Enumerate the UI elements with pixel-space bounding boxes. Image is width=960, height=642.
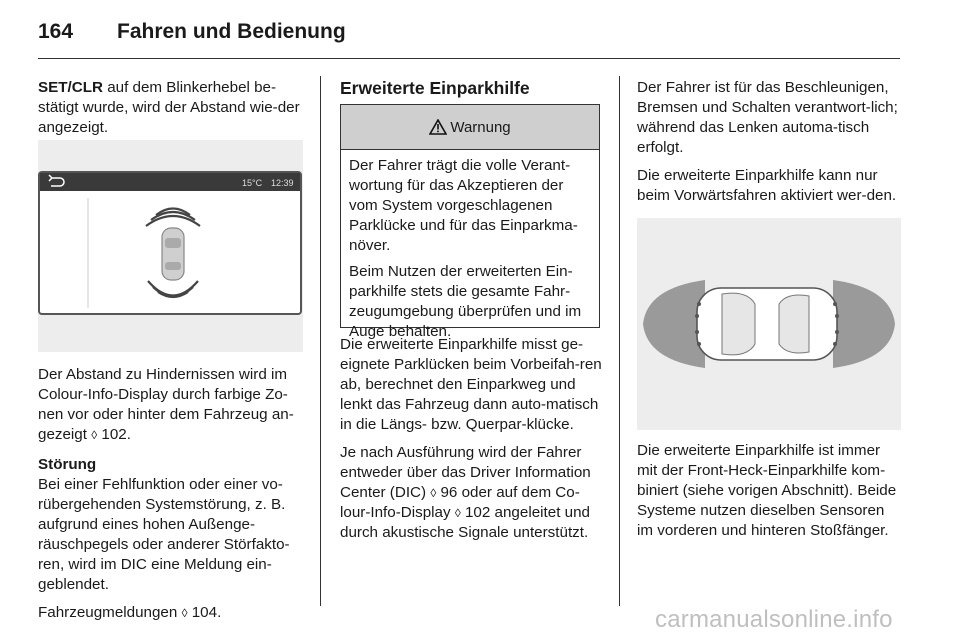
stoerung-text: Bei einer Fehlfunktion oder einer vo-rübergehenden Systemstörung, z. B. aufgrund eines hohen Außenge-räuschpegels oder anderer Störfakto-ren, wird im DIC eine Meldung ein-geblendet. bbox=[38, 476, 290, 593]
col2-body bbox=[340, 335, 602, 551]
col2-ref-96[interactable]: 96 oder auf dem Co-lour-Info-Display bbox=[340, 484, 580, 521]
parking-display-illustration bbox=[38, 140, 303, 352]
warning-header bbox=[341, 105, 599, 150]
col2-para-1: Die erweiterte Einparkhilfe misst ge-eignete Parklücken beim Vorbeifah-ren ab, berechnet den Einparkweg und lenkt das Fahrzeug dann auto-matisch in die Längs- bzw. Querpar-klücke. bbox=[340, 336, 602, 433]
warning-body bbox=[341, 150, 599, 342]
watermark: carmanualsonline.info bbox=[655, 606, 893, 633]
display-para-ref[interactable]: 102. bbox=[101, 426, 131, 443]
stoerung-heading: Störung bbox=[38, 456, 97, 473]
page-number: 164 bbox=[38, 20, 74, 43]
set-clr-label: SET/CLR bbox=[38, 79, 103, 96]
column-divider-2 bbox=[619, 76, 620, 606]
col3-para-1: Der Fahrer ist für das Beschleunigen, Bremsen und Schalten verantwort-lich; während das Lenken automa-tisch erfolgt. bbox=[637, 79, 898, 156]
ref-arrow-icon: ◊ bbox=[181, 606, 188, 620]
col1-stoerung bbox=[38, 455, 303, 631]
warning-text-1: Der Fahrer trägt die volle Verant-wortung für das Akzeptieren der vom System vorgeschlagenen Parklücke und für das Einparkma-növer. bbox=[349, 157, 578, 254]
col3-para-3: Die erweiterte Einparkhilfe ist immer mit der Front-Heck-Einparkhilfe kom-biniert (siehe vorigen Abschnitt). Beide Systeme nutzen dieselben Sensoren im vorderen und hinteren Stoßfänger. bbox=[637, 442, 897, 539]
car-sensor-illustration bbox=[637, 218, 901, 430]
display-para-text: Der Abstand zu Hindernissen wird im Colour-Info-Display durch farbige Zo-nen vor oder hinter dem Fahrzeug an-gezeigt bbox=[38, 366, 294, 443]
col2-para-2a: Je nach Ausführung wird der Fahrer entweder über das Driver Information Center (DIC) bbox=[340, 444, 591, 501]
col2-ref-102[interactable]: 102 angeleitet und durch akustische Signale unterstützt. bbox=[340, 504, 590, 541]
column-divider-1 bbox=[320, 76, 321, 606]
page-header-title: Fahren und Bedienung bbox=[117, 20, 346, 43]
meldungen-text: Fahrzeugmeldungen bbox=[38, 604, 178, 621]
sensor-figure bbox=[637, 218, 901, 430]
col1-intro bbox=[38, 78, 303, 146]
ref-arrow-icon: ◊ bbox=[454, 506, 461, 520]
section-title: Erweiterte Einparkhilfe bbox=[340, 78, 530, 98]
warning-label: Warnung bbox=[450, 118, 511, 136]
col3-top bbox=[637, 78, 903, 214]
warning-triangle-icon bbox=[429, 119, 447, 135]
col1-display-para bbox=[38, 365, 303, 453]
warning-text-2: Beim Nutzen der erweiterten Ein-parkhilfe stets die gesamte Fahr-zeugumgebung überprüfen und im Auge behalten. bbox=[349, 263, 582, 340]
ref-arrow-icon: ◊ bbox=[91, 428, 98, 442]
intro-text: auf dem Blinkerhebel be-stätigt wurde, wird der Abstand wie-der angezeigt. bbox=[38, 79, 300, 136]
display-figure bbox=[38, 140, 303, 352]
header-rule bbox=[38, 58, 900, 59]
ref-arrow-icon: ◊ bbox=[430, 486, 437, 500]
display-temperature: 15°C bbox=[242, 178, 263, 188]
col3-para-2: Die erweiterte Einparkhilfe kann nur beim Vorwärtsfahren aktiviert wer-den. bbox=[637, 167, 897, 204]
meldungen-ref[interactable]: 104. bbox=[191, 604, 222, 621]
warning-box bbox=[340, 104, 600, 340]
col3-bottom bbox=[637, 441, 903, 549]
display-time: 12:39 bbox=[271, 178, 294, 188]
